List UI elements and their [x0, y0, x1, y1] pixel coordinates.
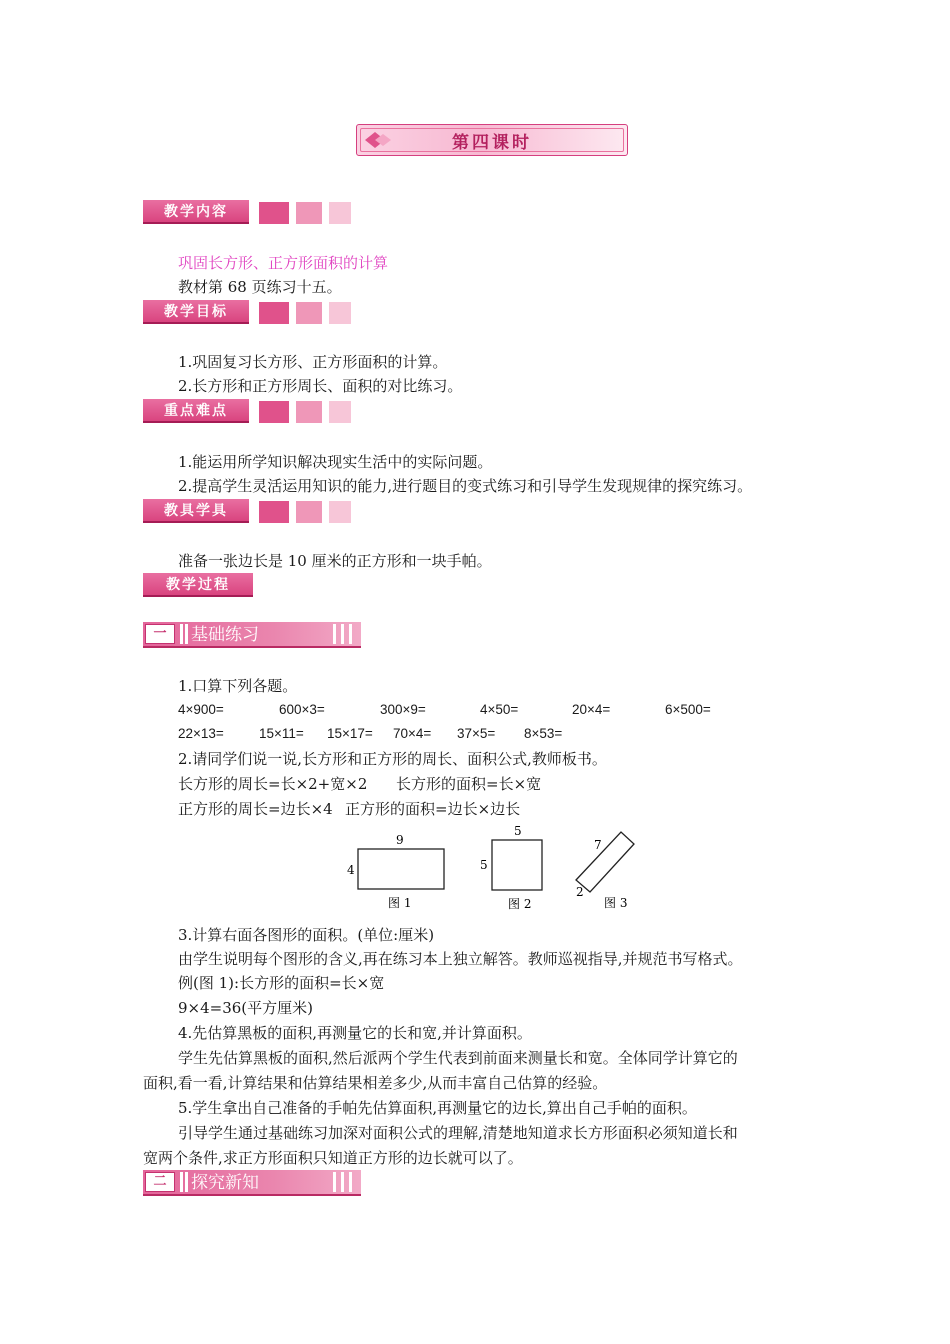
key-point-item: 1.能运用所学知识解决现实生活中的实际问题。 — [178, 453, 493, 471]
question-2: 2.请同学们说一说,长方形和正方形的周长、面积公式,教师板书。 — [178, 750, 607, 768]
fig1-length-label: 9 — [396, 833, 404, 847]
calc-item: 8×53= — [524, 726, 563, 741]
step-number: 一 — [145, 624, 175, 644]
calc-item: 4×50= — [480, 702, 519, 717]
content-topic: 巩固长方形、正方形面积的计算 — [178, 254, 389, 272]
question-4: 4.先估算黑板的面积,再测量它的长和宽,并计算面积。 — [178, 1024, 532, 1042]
lesson-title: 第四课时 — [452, 133, 532, 153]
question-3-description: 由学生说明每个图形的含义,再在练习本上独立解答。教师巡视指导,并规范书写格式。 — [178, 950, 743, 968]
section-label: 教学过程 — [143, 573, 253, 597]
fig2-side-label: 5 — [480, 858, 488, 872]
fig1-caption: 图 1 — [388, 896, 412, 910]
practice-summary: 宽两个条件,求正方形面积只知道正方形的边长就可以了。 — [143, 1149, 523, 1167]
question-4-description: 面积,看一看,计算结果和估算结果相差多少,从而丰富自己估算的经验。 — [143, 1074, 608, 1092]
calc-item: 6×500= — [665, 702, 711, 717]
formula-rect-area: 长方形的面积=长×宽 — [396, 775, 542, 793]
question-3: 3.计算右面各图形的面积。(单位:厘米) — [178, 926, 435, 944]
lesson-title-banner — [356, 124, 628, 156]
fig3-long-label: 7 — [594, 838, 602, 852]
calc-item: 4×900= — [178, 702, 224, 717]
formula-square-perimeter: 正方形的周长=边长×4 — [178, 800, 333, 818]
formula-square-area: 正方形的面积=边长×边长 — [345, 800, 521, 818]
objective-item: 2.长方形和正方形周长、面积的对比练习。 — [178, 377, 463, 395]
key-point-item: 2.提高学生灵活运用知识的能力,进行题目的变式练习和引导学生发现规律的探究练习。 — [178, 477, 753, 495]
objective-item: 1.巩固复习长方形、正方形面积的计算。 — [178, 353, 448, 371]
figures-diagram — [340, 822, 660, 918]
question-4-description: 学生先估算黑板的面积,然后派两个学生代表到前面来测量长和宽。全体同学计算它的 — [178, 1049, 738, 1067]
section-label: 教学目标 — [143, 300, 249, 324]
calc-item: 15×11= — [259, 726, 304, 741]
fig2-top-label: 5 — [514, 824, 522, 838]
calc-item: 300×9= — [380, 702, 426, 717]
fig3-caption: 图 3 — [604, 896, 628, 910]
section-label: 教学内容 — [143, 200, 249, 224]
tools-text: 准备一张边长是 10 厘米的正方形和一块手帕。 — [178, 552, 492, 570]
question-1: 1.口算下列各题。 — [178, 677, 298, 695]
step-bar-basic-practice — [143, 622, 361, 648]
calc-item: 37×5= — [457, 726, 496, 741]
fig1-width-label: 4 — [347, 863, 355, 877]
calc-item: 15×17= — [327, 726, 373, 741]
section-label: 重点难点 — [143, 399, 249, 423]
question-3-example: 例(图 1):长方形的面积=长×宽 — [178, 974, 385, 992]
calc-item: 70×4= — [393, 726, 432, 741]
step-number: 二 — [145, 1172, 175, 1192]
fig3-short-label: 2 — [576, 885, 584, 899]
calc-item: 20×4= — [572, 702, 611, 717]
calc-item: 22×13= — [178, 726, 224, 741]
step-bar-explore-new — [143, 1170, 361, 1196]
question-3-calculation: 9×4=36(平方厘米) — [178, 999, 314, 1017]
step-title: 探究新知 — [191, 1173, 259, 1193]
section-label: 教具学具 — [143, 499, 249, 523]
step-title: 基础练习 — [191, 625, 259, 645]
formula-rect-perimeter: 长方形的周长=长×2+宽×2 — [178, 775, 368, 793]
fig2-caption: 图 2 — [508, 897, 532, 911]
practice-summary: 引导学生通过基础练习加深对面积公式的理解,清楚地知道求长方形面积必须知道长和 — [178, 1124, 738, 1142]
content-material: 教材第 68 页练习十五。 — [178, 278, 342, 296]
question-5: 5.学生拿出自己准备的手帕先估算面积,再测量它的边长,算出自己手帕的面积。 — [178, 1099, 697, 1117]
calc-item: 600×3= — [279, 702, 325, 717]
